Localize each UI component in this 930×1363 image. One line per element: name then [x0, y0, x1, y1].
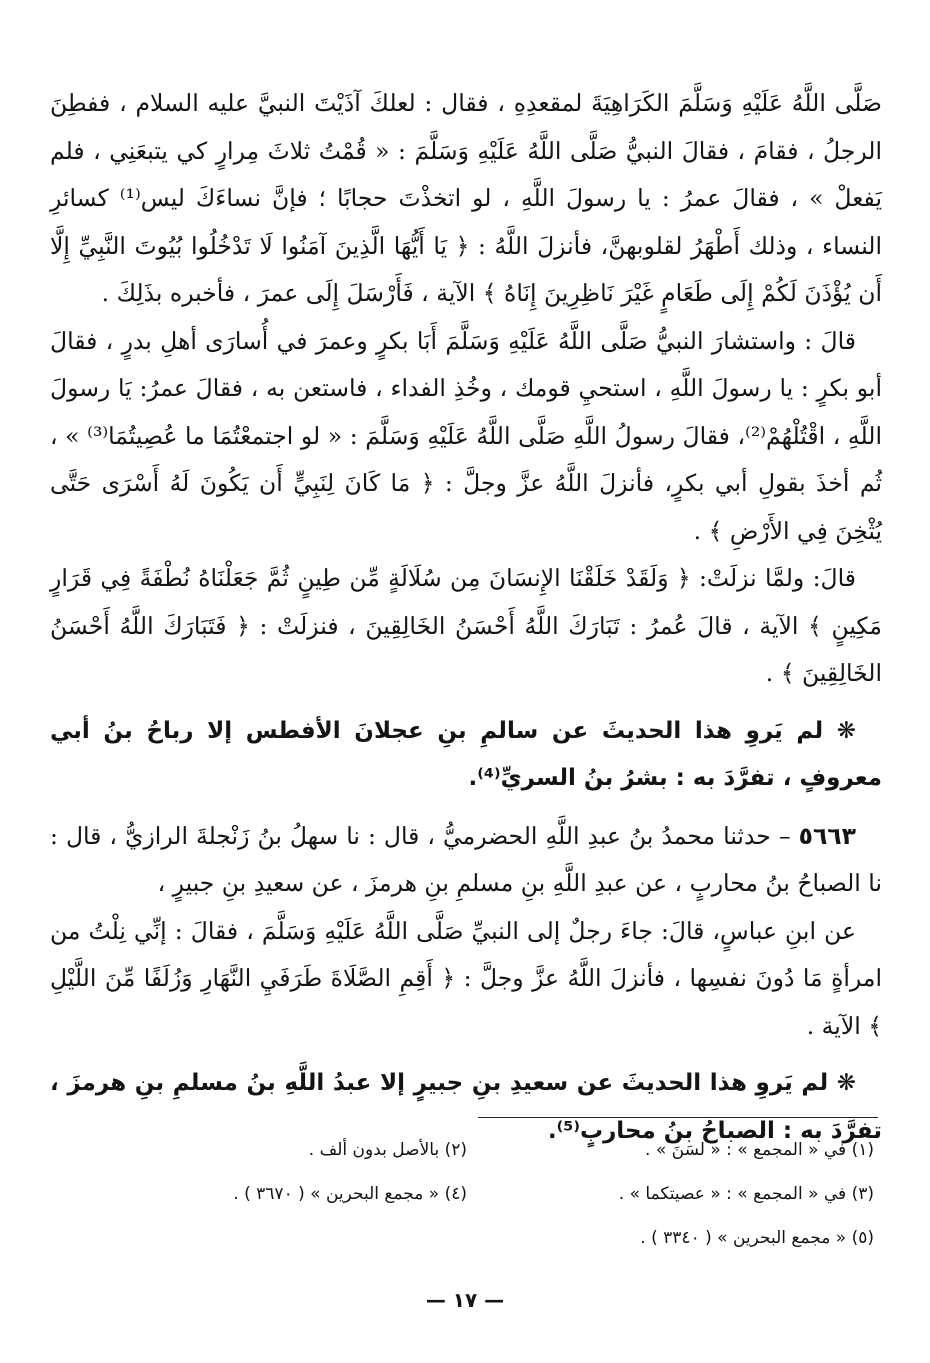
footnote-3: (٣) في « المجمع » : « عصيتكما » .	[618, 1184, 874, 1204]
paragraph-1: صَلَّى اللَّهُ عَلَيْهِ وَسَلَّمَ الكَرَاهِيَةَ لمقعدِهِ ، فقال : لعلكَ آذَيْتَ النبيَّ عليه السلام ، ففطِنَ الرجلُ ، فقامَ ، فقالَ النبيُّ صَلَّى اللَّهُ عَلَيْهِ وَسَلَّمَ : « قُمْتُ ثلاثَ مِرارٍ كي يتبعَنِي ، فلم يَفعلْ » ، فقالَ عمرُ : يا رسولَ اللَّهِ ، لو اتخذْتَ حجابًا ؛ فإنَّ نساءَكَ ليس⁽¹⁾ كسائرِ النساء ، وذلك أَطْهَرُ لقلوبهنَّ، فأنزلَ اللَّهُ : ﴿ يَا أَيُّهَا الَّذِينَ آمَنُوا لَا تَدْخُلُوا بُيُوتَ النَّبِيِّ إِلَّا أَن يُؤْذَنَ لَكُمْ إِلَى طَعَامٍ غَيْرَ نَاظِرِينَ إِنَاهُ ﴾ الآية ، فَأَرْسَلَ إِلَى عمرَ ، فأخبره بذَلِكَ .	[50, 89, 882, 307]
paragraph-6: عن ابنِ عباسٍ، قالَ: جاءَ رجلٌ إلى النبيِّ صَلَّى اللَّهُ عَلَيْهِ وَسَلَّمَ ، فقالَ : إنِّي نِلْتُ من امرأةٍ مَا دُونَ نفسِها ، فأنزلَ اللَّهُ عزَّ وجلَّ : ﴿ أَقِمِ الصَّلَاةَ طَرَفَيِ النَّهَارِ وَزُلَفًا مِّنَ اللَّيْلِ ﴾ الآية .	[50, 916, 882, 1040]
footnote-row	[60, 1172, 874, 1216]
footnote-divider	[478, 1117, 878, 1118]
spacer	[50, 1050, 882, 1060]
footnote-5: (٥) « مجمع البحرين » ( ٣٣٤٠ ) .	[640, 1228, 874, 1248]
spacer	[50, 803, 882, 813]
spacer	[50, 698, 882, 708]
note-paragraph-1: ❋ لم يَروِ هذا الحديثَ عن سالمِ بنِ عجلانَ الأفطس إلا رباحُ بنُ أبي معروفٍ ، تفرَّدَ به : بشرُ بنُ السريِّ⁽⁴⁾.	[50, 717, 882, 791]
paragraph-2: قالَ : واستشارَ النبيُّ صَلَّى اللَّهُ عَلَيْهِ وَسَلَّمَ أَبَا بكرٍ وعمرَ في أُسارَى أهلِ بدرٍ ، فقالَ أبو بكرٍ : يا رسولَ اللَّهِ ، استحيِ قومك ، وخُذِ الفداء ، فاستعن به ، فقالَ عمرُ: يَا رسولَ اللَّهِ ، اقْتُلْهُمْ⁽²⁾، فقالَ رسولُ اللَّهِ صَلَّى اللَّهُ عَلَيْهِ وَسَلَّمَ : « لو اجتمعْتُمَا ما عُصِيتُمَا⁽³⁾ » ، ثُم أخذَ بقولِ أبي بكرٍ، فأنزلَ اللَّهُ عزَّ وجلَّ : ﴿ مَا كَانَ لِنَبِيٍّ أَن يَكُونَ لَهُ أَسْرَى حَتَّى يُثْخِنَ فِي الأَرْضِ ﴾ .	[50, 326, 882, 545]
main-text	[50, 80, 882, 1155]
footnote-row	[60, 1216, 874, 1260]
paragraph-3: قالَ: ولمَّا نزلَتْ: ﴿ وَلَقَدْ خَلَقْنَا الإِنسَانَ مِن سُلَالَةٍ مِّن طِينٍ ثُمَّ جَعَلْنَاهُ نُطْفَةً فِي قَرَارٍ مَكِينٍ ﴾ الآية ، قالَ عُمرُ : تَبَارَكَ اللَّهُ أَحْسَنُ الخَالِقِينَ ، فنزلَتْ : ﴿ فَتَبَارَكَ اللَّهُ أَحْسَنُ الخَالِقِينَ ﴾ .	[50, 564, 882, 687]
footnotes	[60, 1128, 874, 1260]
footnote-1: (١) في « المجمع » : « لسَنَ » .	[645, 1140, 874, 1160]
footnote-4: (٤) « مجمع البحرين » ( ٣٦٧٠ ) .	[233, 1184, 467, 1204]
footnote-2: (٢) بالأصل بدون ألف .	[308, 1140, 467, 1160]
hadith-isnad: – حدثنا محمدُ بنُ عبدِ اللَّهِ الحضرميُّ ، قال : نا سهلُ بنُ زَنْجلةَ الرازيُّ ، قال : نا الصباحُ بنُ محاربٍ ، عن عبدِ اللَّهِ بنِ مسلمِ بنِ هرمزَ ، عن سعيدِ بنِ جبيرٍ ،	[50, 821, 882, 897]
footnote-row	[60, 1128, 874, 1172]
page-number: — ١٧ —	[425, 1288, 505, 1312]
hadith-5663	[50, 813, 882, 908]
hadith-number: ٥٦٦٣	[798, 821, 856, 850]
footnote-empty	[60, 1216, 467, 1260]
note-paragraph-2: ❋ لم يَروِ هذا الحديثَ عن سعيدِ بنِ جبيرٍ إلا عبدُ اللَّهِ بنُ مسلمِ بنِ هرمزَ ، تفرَّدَ به : الصباحُ بنُ محاربٍ⁽⁵⁾.	[50, 1070, 882, 1144]
